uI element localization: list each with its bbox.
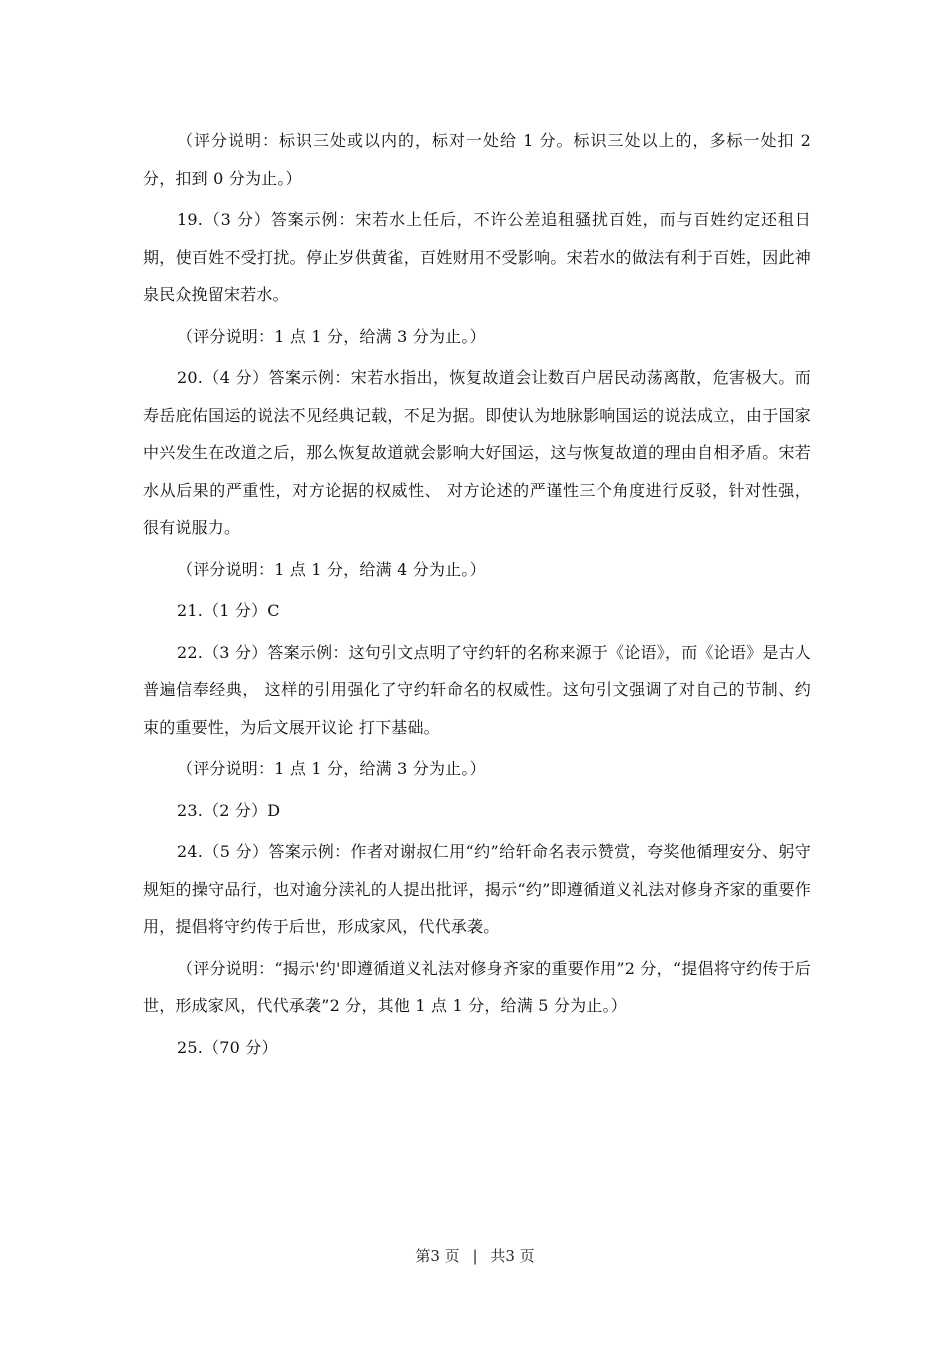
scoring-note-24: （评分说明：“揭示'约'即遵循道义礼法对修身齐家的重要作用”2 分，“提倡将守约传于后世，形成家风，代代承袭”2 分，其他 1 点 1 分，给满 5 分为止。） bbox=[143, 958, 811, 1015]
answer-21: 21.（1 分）C bbox=[177, 601, 280, 620]
answer-content bbox=[143, 122, 811, 1070]
page-total: 共3 页 bbox=[490, 1247, 535, 1265]
scoring-note-18: （评分说明：标识三处或以内的，标对一处给 1 分。标识三处以上的，多标一处扣 2 分，扣到 0 分为止。） bbox=[143, 131, 811, 188]
scoring-note-19: （评分说明：1 点 1 分，给满 3 分为止。） bbox=[177, 326, 486, 346]
footer-separator: | bbox=[472, 1247, 478, 1265]
answer-19: 19.（3 分）答案示例：宋若水上任后，不许公差追租骚扰百姓，而与百姓约定还租日期，使百姓不受打扰。停止岁供黄雀，百姓财用不受影响。宋若水的做法有利于百姓，因此神泉民众挽留宋若水。 bbox=[143, 210, 811, 304]
answer-22: 22.（3 分）答案示例：这句引文点明了守约轩的名称来源于《论语》，而《论语》是古人普遍信奉经典， 这样的引用强化了守约轩命名的权威性。这句引文强调了对自己的节制、约束的重要性，为后文展开议论 打下基础。 bbox=[143, 642, 811, 737]
answer-23: 23.（2 分）D bbox=[177, 800, 281, 820]
scoring-note-20: （评分说明：1 点 1 分，给满 4 分为止。） bbox=[177, 559, 486, 579]
answer-20: 20.（4 分）答案示例：宋若水指出，恢复故道会让数百户居民动荡离散，危害极大。而寿岳庇佑国运的说法不见经典记载，不足为据。即使认为地脉影响国运的说法成立，由于国家中兴发生在改道之后，那么恢复故道就会影响大好国运，这与恢复故道的理由自相矛盾。宋若水从后果的严重性，对方论据的权威性、 对方论述的严谨性三个角度进行反驳，针对性强，很有说服力。 bbox=[143, 368, 811, 537]
page-number: 第3 页 bbox=[415, 1247, 460, 1265]
scoring-note-22: （评分说明：1 点 1 分，给满 3 分为止。） bbox=[177, 759, 486, 778]
page-footer bbox=[0, 1245, 950, 1266]
answer-25: 25.（70 分） bbox=[177, 1037, 278, 1057]
answer-24: 24.（5 分）答案示例：作者对谢叔仁用“约”给轩命名表示赞赏，夸奖他循理安分、躬守规矩的操守品行，也对逾分渎礼的人提出批评，揭示“约”即遵循道义礼法对修身齐家的重要作用，提倡将守约传于后世，形成家风，代代承袭。 bbox=[143, 842, 811, 936]
